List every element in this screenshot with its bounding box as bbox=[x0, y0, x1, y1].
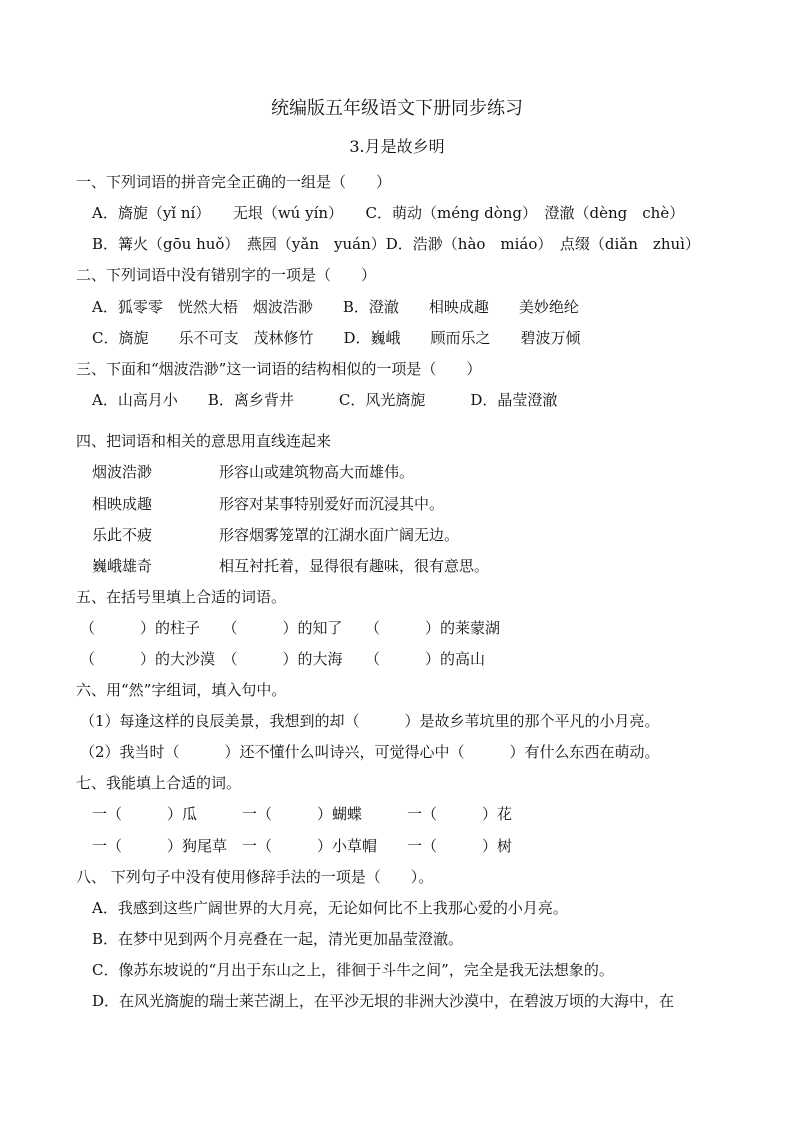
q3-options-line-1: A．山高月小 B．离乡背井 C．风光旖旎 D．晶莹澄澈 bbox=[92, 391, 558, 409]
q6-heading: 六、用“然”字组词，填入句中。 bbox=[76, 681, 287, 699]
q4-heading: 四、把词语和相关的意思用直线连起来 bbox=[76, 432, 332, 450]
q7-heading: 七、我能填上合适的词。 bbox=[76, 774, 242, 792]
q2-options-line-1: A．狐零零 恍然大梧 烟波浩渺 B．澄澈 相映成趣 美妙绝纶 bbox=[92, 298, 579, 316]
q6-sentence-2: （2）我当时（ ）还不懂什么叫诗兴，可觉得心中（ ）有什么东西在萌动。 bbox=[80, 743, 660, 761]
q4-meaning: 相互衬托着，显得很有趣味，很有意思。 bbox=[219, 557, 490, 575]
q8-option-b: B．在梦中见到两个月亮叠在一起，清光更加晶莹澄澈。 bbox=[92, 930, 464, 948]
q5-blanks-line-1: （ ）的柱子 （ ）的知了 （ ）的莱蒙湖 bbox=[80, 619, 501, 637]
q3-heading: 三、下面和“烟波浩渺”这一词语的结构相似的一项是（ ） bbox=[76, 360, 482, 378]
q4-word: 巍峨雄奇 bbox=[92, 557, 153, 575]
q5-heading: 五、在括号里填上合适的词语。 bbox=[76, 588, 287, 606]
q1-options-line-1: A．旖旎（yǐ ní） 无垠（wú yín） C．萌动（méng dòng） 澄澈（dèng chè） bbox=[92, 204, 685, 222]
page-title: 统编版五年级语文下册同步练习 bbox=[271, 98, 523, 119]
q2-options-line-2: C．旖旎 乐不可支 茂林修竹 D．巍峨 顾而乐之 碧波万倾 bbox=[92, 329, 581, 347]
lesson-title: 3.月是故乡明 bbox=[349, 137, 445, 156]
q4-word: 相映成趣 bbox=[92, 495, 153, 513]
q4-word: 烟波浩渺 bbox=[92, 463, 153, 481]
q7-blanks-line-1: 一（ ）瓜 一（ ）蝴蝶 一（ ）花 bbox=[92, 805, 513, 823]
q4-word: 乐此不疲 bbox=[92, 526, 153, 544]
q7-blanks-line-2: 一（ ）狗尾草 一（ ）小草帽 一（ ）树 bbox=[92, 837, 513, 855]
q8-option-d: D．在风光旖旎的瑞士莱芒湖上，在平沙无垠的非洲大沙漠中，在碧波万顷的大海中，在 bbox=[92, 992, 675, 1010]
q5-blanks-line-2: （ ）的大沙漠 （ ）的大海 （ ）的高山 bbox=[80, 650, 486, 668]
q6-sentence-1: （1）每逢这样的良辰美景，我想到的却（ ）是故乡苇坑里的那个平凡的小月亮。 bbox=[80, 712, 660, 730]
q8-option-c: C．像苏东坡说的“月出于东山之上，徘徊于斗牛之间”，完全是我无法想象的。 bbox=[92, 961, 614, 979]
q4-meaning: 形容山或建筑物高大而雄伟。 bbox=[219, 463, 415, 481]
q4-meaning: 形容烟雾笼罩的江湖水面广阔无边。 bbox=[219, 526, 460, 544]
q8-option-a: A．我感到这些广阔世界的大月亮，无论如何比不上我那心爱的小月亮。 bbox=[92, 899, 568, 917]
q8-heading: 八、 下列句子中没有使用修辞手法的一项是（ ）。 bbox=[76, 868, 434, 886]
q1-heading: 一、下列词语的拼音完全正确的一组是（ ） bbox=[76, 173, 392, 191]
q1-options-line-2: B．篝火（gōu huǒ） 燕园（yǎn yuán）D．浩渺（hào miáo） 点缀（diǎn zhuì） bbox=[92, 235, 700, 253]
q2-heading: 二、下列词语中没有错别字的一项是（ ） bbox=[76, 266, 377, 284]
q4-meaning: 形容对某事特别爱好而沉浸其中。 bbox=[219, 495, 445, 513]
